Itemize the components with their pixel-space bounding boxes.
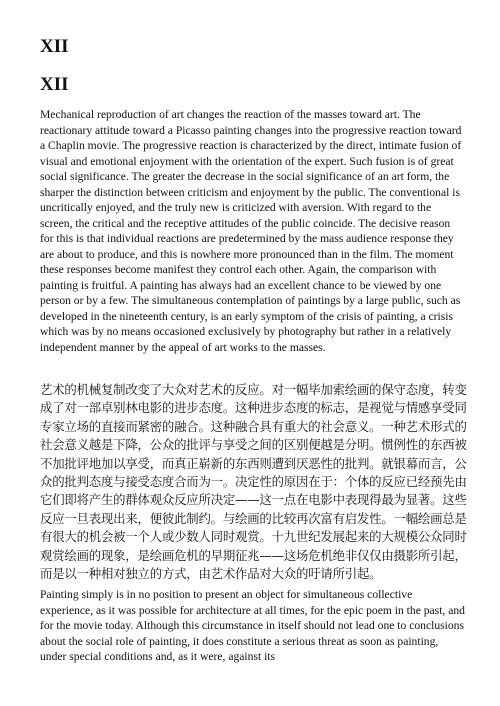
section-heading: XII: [40, 36, 69, 57]
section-heading-repeat: XII: [40, 74, 69, 95]
chinese-paragraph: 艺术的机械复制改变了大众对艺术的反应。对一幅毕加索绘画的保守态度，转变成了对一部卓别林电影的进步态度。这种进步态度的标志，是视觉与情感享受同专家立场的直接而紧密的融合。这种融合具有重大的社会意义。一种艺术形式的社会意义越是下降，公众的批评与享受之间的区别便越是分明。惯例性的东西被不加批评地加以享受，而真正崭新的东西则遭到厌恶性的批判。就银幕而言，公众的批判态度与接受态度合而为一。决定性的原因在于：个体的反应已经预先由它们即将产生的群体观众反应所决定——这一点在电影中表现得最为显著。这些反应一旦表现出来，便彼此制约。与绘画的比较再次富有启发性。一幅绘画总是有很大的机会被一个人或少数人同时观赏。十九世纪发展起来的大规模公众同时观赏绘画的现象，是绘画危机的早期征兆——这场危机绝非仅仅由摄影所引起，而是以一种相对独立的方式，由艺术作品对大众的吁请所引起。: [40, 382, 467, 582]
english-paragraph: Mechanical reproduction of art changes the reaction of the masses toward art. The reactionary attitude toward a Picasso painting changes into the progressive reaction toward a Chaplin movie. The progressive reaction is characterized by the direct, intimate fusion of visual and emotional enjoyment with the orientation of the expert. Such fusion is of great social significance. The greater the decrease in the social significance of an art form, the sharper the distinction between criticism and enjoyment by the public. The conventional is uncritically enjoyed, and the truly new is criticized with aversion. With regard to the screen, the critical and the receptive attitudes of the public coincide. The decisive reason for this is that individual reactions are predetermined by the mass audience response they are about to produce, and this is nowhere more pronounced than in the film. The moment these responses become manifest they control each other. Again, the comparison with painting is fruitful. A painting has always had an excellent chance to be viewed by one person or by a few. The simultaneous contemplation of paintings by a large public, such as developed in the nineteenth century, is an early symptom of the crisis of painting, a crisis which was by no means occasioned exclusively by photography but rather in a relatively independent manner by the appeal of art works to the masses.: [40, 108, 462, 354]
english-paragraph-continued: Painting simply is in no position to present an object for simultaneous collective experience, as it was possible for architecture at all times, for the epic poem in the past, and for the movie today. Although this circumstance in itself should not lead one to conclusions about the social role of painting, it does constitute a serious threat as soon as painting, under special conditions and, as it were, against its: [40, 588, 465, 663]
